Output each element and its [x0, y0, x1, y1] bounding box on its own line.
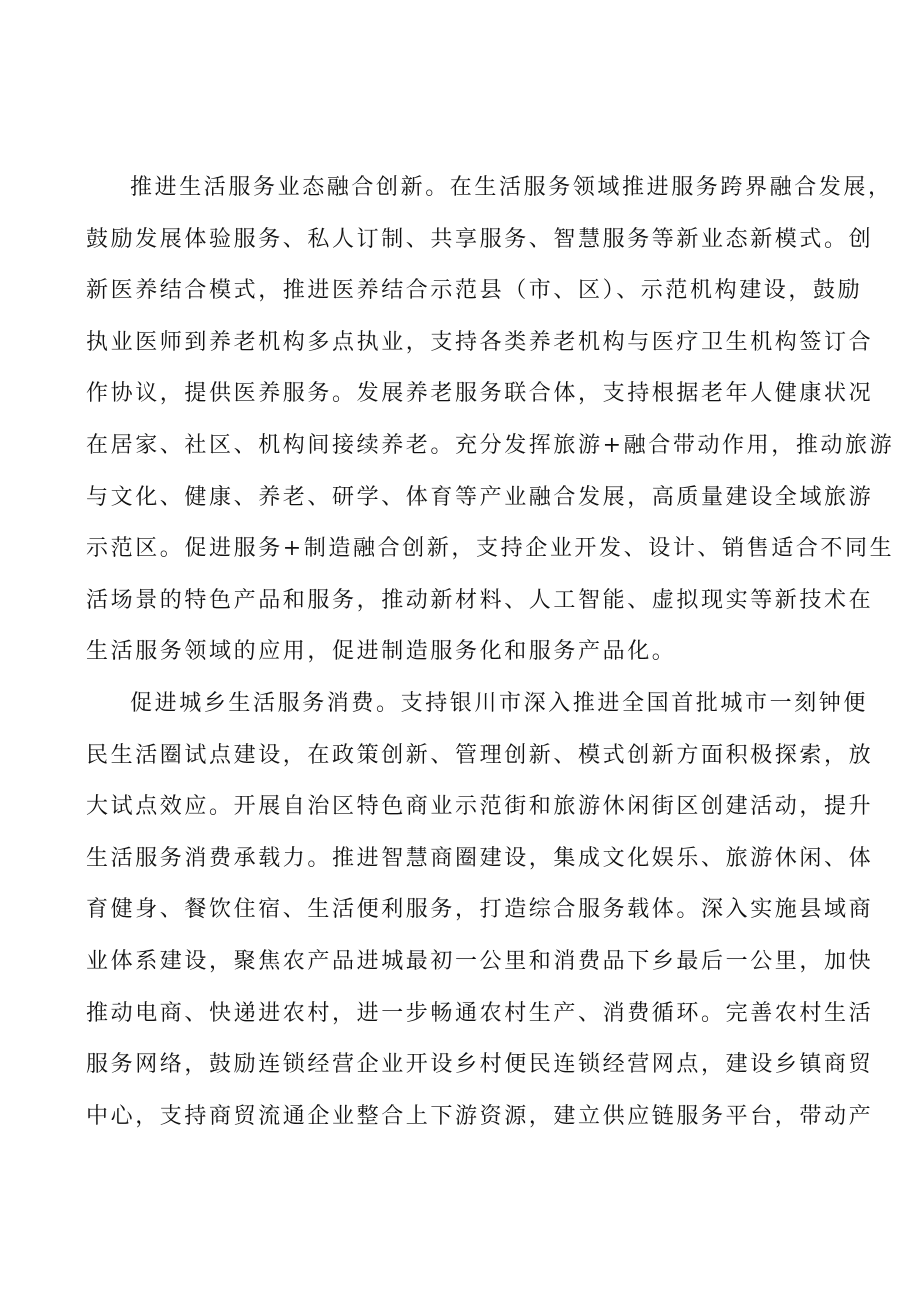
- text-line: 推动电商、快递进农村，进一步畅通农村生产、消费循环。完善农村生活: [86, 1000, 874, 1026]
- text-line: 执业医师到养老机构多点执业，支持各类养老机构与医疗卫生机构签订合: [86, 329, 874, 355]
- text-line: 鼓励发展体验服务、私人订制、共享服务、智慧服务等新业态新模式。创: [86, 226, 874, 252]
- text-line: 民生活圈试点建设，在政策创新、管理创新、模式创新方面积极探索，放: [86, 742, 874, 768]
- text-line: 在居家、社区、机构间接续养老。充分发挥旅游+融合带动作用，推动旅游: [86, 432, 895, 458]
- text-line: 作协议，提供医养服务。发展养老服务联合体，支持根据老年人健康状况: [86, 381, 874, 407]
- text-line: 大试点效应。开展自治区特色商业示范街和旅游休闲街区创建活动，提升: [86, 794, 874, 820]
- text-line: 推进生活服务业态融合创新。在生活服务领域推进服务跨界融合发展，: [130, 175, 893, 200]
- text-line: 服务网络，鼓励连锁经营企业开设乡村便民连锁经营网点，建设乡镇商贸: [86, 1052, 874, 1078]
- text-line: 育健身、餐饮住宿、生活便利服务，打造综合服务载体。深入实施县域商: [86, 897, 874, 923]
- text-line: 生活服务领域的应用，促进制造服务化和服务产品化。: [86, 639, 677, 665]
- text-line: 促进城乡生活服务消费。支持银川市深入推进全国首批城市一刻钟便: [130, 691, 869, 716]
- paragraph-urban-rural-consumption: [86, 684, 874, 1148]
- paragraph-life-service-integration: [86, 168, 895, 684]
- text-line: 业体系建设，聚焦农产品进城最初一公里和消费品下乡最后一公里，加快: [86, 948, 874, 974]
- text-line: 活场景的特色产品和服务，推动新材料、人工智能、虚拟现实等新技术在: [86, 587, 874, 613]
- text-line: 中心，支持商贸流通企业整合上下游资源，建立供应链服务平台，带动产: [86, 1103, 874, 1129]
- text-line: 与文化、健康、养老、研学、体育等产业融合发展，高质量建设全域旅游: [86, 484, 874, 510]
- text-line: 示范区。促进服务+制造融合创新，支持企业开发、设计、销售适合不同生: [86, 536, 895, 562]
- text-line: 新医养结合模式，推进医养结合示范县（市、区）、示范机构建设，鼓励: [86, 278, 863, 304]
- text-line: 生活服务消费承载力。推进智慧商圈建设，集成文化娱乐、旅游休闲、体: [86, 845, 874, 871]
